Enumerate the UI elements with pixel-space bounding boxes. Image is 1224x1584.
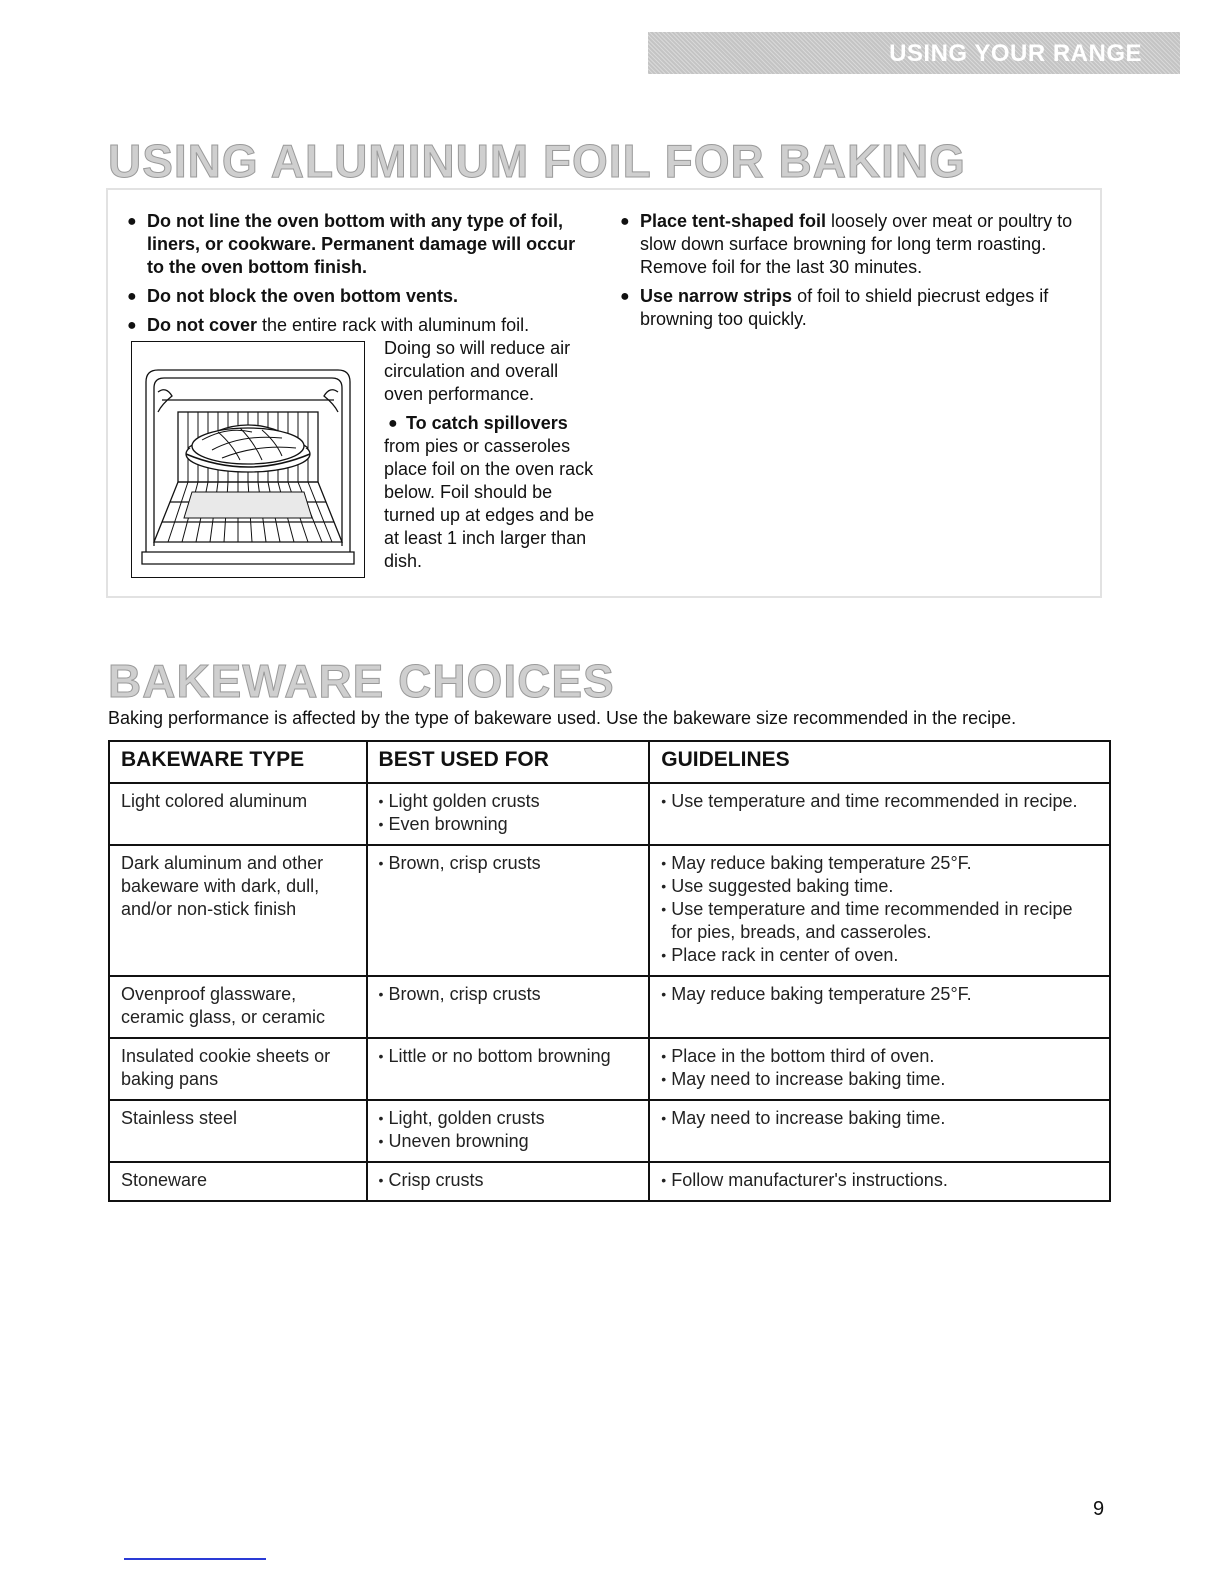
cell-guidelines: [649, 845, 1110, 976]
list-item: • Use temperature and time recommended in recipe.: [661, 790, 1098, 813]
table-row: [109, 1162, 1110, 1201]
cell-best-used-for: [367, 976, 650, 1038]
foil-bullet: [618, 210, 1093, 279]
cell-best-used-for: [367, 783, 650, 845]
foil-bullet: [125, 210, 595, 279]
header-bakeware-type: BAKEWARE TYPE: [109, 741, 367, 783]
table-row: [109, 1100, 1110, 1162]
cell-best-used-for: [367, 1162, 650, 1201]
table-header-row: [109, 741, 1110, 783]
table-row: [109, 976, 1110, 1038]
cell-best-used-for: [367, 1100, 650, 1162]
oven-illustration-icon: [132, 342, 363, 576]
list-item: • May need to increase baking time.: [661, 1107, 1098, 1130]
list-item: • May need to increase baking time.: [661, 1068, 1098, 1091]
foil-bullet: [125, 285, 595, 308]
list-item: • Brown, crisp crusts: [379, 983, 638, 1006]
bakeware-intro: Baking performance is affected by the type of bakeware used. Use the bakeware size recommended in the recipe.: [108, 708, 1017, 728]
bullet-bold-text: To catch spillovers: [406, 413, 568, 433]
bullet-icon: ●: [127, 317, 137, 334]
foil-bullet: [618, 285, 1093, 331]
list-item: • Place in the bottom third of oven.: [661, 1045, 1098, 1068]
list-item: • May reduce baking temperature 25°F.: [661, 852, 1098, 875]
list-item: • Little or no bottom browning: [379, 1045, 638, 1068]
bullet-text: the entire rack with aluminum foil.: [257, 315, 530, 335]
cell-bakeware-type: Dark aluminum and other bakeware with dark, dull, and/or non-stick finish: [109, 845, 367, 976]
foil-bullet: [125, 314, 595, 337]
cell-bakeware-type: Light colored aluminum: [109, 783, 367, 845]
section-tab-label: USING YOUR RANGE: [889, 40, 1142, 67]
section-tab: [648, 32, 1180, 74]
bullet-icon: ●: [127, 213, 137, 230]
table-row: [109, 1038, 1110, 1100]
list-item: • Even browning: [379, 813, 638, 836]
cell-guidelines: [649, 976, 1110, 1038]
bakeware-heading: BAKEWARE CHOICES: [108, 655, 615, 707]
bullet-text: loosely over meat or poultry to slow down surface browning for long term roasting. Remove foil for the last 30 minutes.: [640, 211, 1073, 277]
bakeware-table: [108, 740, 1111, 1202]
cell-guidelines: [649, 1162, 1110, 1201]
spillover-text: from pies or casseroles place foil on the oven rack below. Foil should be turned up at edges and be at least 1 inch larger than dish.: [384, 436, 595, 571]
bullet-bold-text: Do not line the oven bottom with any type of foil, liners, or cookware. Permanent damage will occur to the oven bottom finish.: [147, 211, 576, 277]
cell-bakeware-type: Stainless steel: [109, 1100, 367, 1162]
page-number: 9: [1093, 1498, 1105, 1520]
foil-heading: USING ALUMINUM FOIL FOR BAKING: [108, 135, 966, 187]
cell-bakeware-type: Insulated cookie sheets or baking pans: [109, 1038, 367, 1100]
bullet-bold-text: Do not cover: [147, 315, 258, 335]
foil-left-column: [125, 210, 595, 343]
list-item: • Use temperature and time recommended in recipe for pies, breads, and casseroles.: [661, 898, 1098, 944]
list-item: • Light, golden crusts: [379, 1107, 638, 1130]
cell-guidelines: [649, 783, 1110, 845]
list-item: • Brown, crisp crusts: [379, 852, 638, 875]
footer-rule: [124, 1558, 266, 1560]
cell-best-used-for: [367, 1038, 650, 1100]
header-guidelines: GUIDELINES: [649, 741, 1110, 783]
bullet-bold-text: Do not block the oven bottom vents.: [147, 286, 459, 306]
bullet-icon: ●: [620, 213, 630, 230]
list-item: • Follow manufacturer's instructions.: [661, 1169, 1098, 1192]
foil-right-column: [618, 210, 1093, 337]
list-item: • Uneven browning: [379, 1130, 638, 1153]
foil-bullet: [384, 412, 599, 435]
bullet-icon: ●: [620, 288, 630, 305]
bullet-icon: ●: [388, 415, 398, 432]
cell-bakeware-type: Ovenproof glassware, ceramic glass, or ceramic: [109, 976, 367, 1038]
list-item: • Crisp crusts: [379, 1169, 638, 1192]
cell-guidelines: [649, 1038, 1110, 1100]
table-body: [109, 783, 1110, 1201]
foil-figure-text: [384, 337, 599, 573]
bullet-bold-text: Use narrow strips: [640, 286, 793, 306]
bullet-bold-text: Place tent-shaped foil: [640, 211, 827, 231]
table-row: [109, 845, 1110, 976]
bullet-icon: ●: [127, 288, 137, 305]
oven-rack-with-pie-illustration: [131, 341, 365, 578]
list-item: • Light golden crusts: [379, 790, 638, 813]
list-item: • May reduce baking temperature 25°F.: [661, 983, 1098, 1006]
cell-guidelines: [649, 1100, 1110, 1162]
header-best-used-for: BEST USED FOR: [367, 741, 650, 783]
cell-bakeware-type: Stoneware: [109, 1162, 367, 1201]
list-item: • Use suggested baking time.: [661, 875, 1098, 898]
cell-best-used-for: [367, 845, 650, 976]
cover-continued-text: Doing so will reduce air circulation and overall oven performance.: [384, 338, 571, 404]
table-row: [109, 783, 1110, 845]
bullet-text: of foil to shield piecrust edges if browning too quickly.: [640, 286, 1049, 329]
list-item: • Place rack in center of oven.: [661, 944, 1098, 967]
